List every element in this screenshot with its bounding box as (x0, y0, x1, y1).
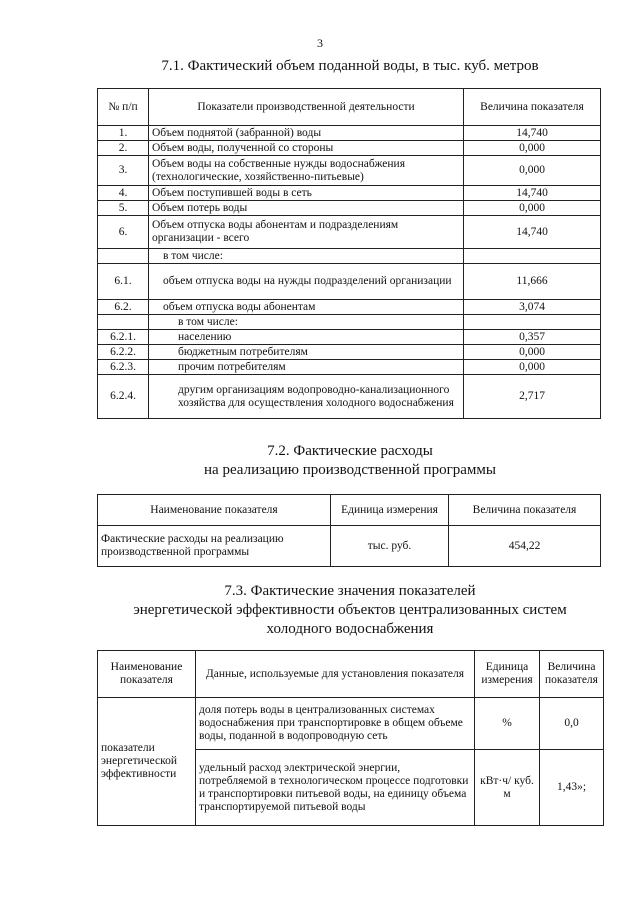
row-number: 6.2.1. (98, 330, 149, 345)
program-expenses-table (97, 494, 601, 567)
row-label: Объем отпуска воды абонентам и подразделениям организации - всего (149, 216, 464, 249)
table-row (98, 156, 601, 186)
row-number: 6.1. (98, 264, 149, 300)
row-label: Объем воды, полученной со стороны (149, 141, 464, 156)
row-value: 3,074 (464, 300, 601, 315)
table-header-row (98, 651, 604, 698)
table-row (98, 330, 601, 345)
row-unit: % (475, 698, 540, 750)
table-row (98, 526, 601, 567)
column-header: Величина показателя (449, 495, 601, 526)
row-number (98, 249, 149, 264)
row-value: 14,740 (464, 126, 601, 141)
row-number: 2. (98, 141, 149, 156)
column-header: Величина показателя (540, 651, 604, 698)
table-row (98, 345, 601, 360)
row-value (464, 315, 601, 330)
row-value: 0,357 (464, 330, 601, 345)
page-number: 3 (317, 36, 323, 50)
column-header: Наименование показателя (98, 651, 196, 698)
table-row (98, 141, 601, 156)
section-7-3-title (0, 582, 640, 639)
table-row (98, 375, 601, 419)
row-value: 454,22 (449, 526, 601, 567)
row-data-description: доля потерь воды в централизованных системах водоснабжения при транспортировке в общем объеме воды, поданной в водопроводную сеть (196, 698, 475, 750)
row-value: 0,0 (540, 698, 604, 750)
column-header: Единица измерения (331, 495, 449, 526)
row-value: 0,000 (464, 345, 601, 360)
row-value: 11,666 (464, 264, 601, 300)
row-number: 6.2.4. (98, 375, 149, 419)
row-number: 1. (98, 126, 149, 141)
row-unit: кВт·ч/ куб. м (475, 750, 540, 826)
section-7-2-title (0, 442, 640, 480)
row-number: 4. (98, 186, 149, 201)
column-header: Величина показателя (464, 89, 601, 126)
table-row (98, 216, 601, 249)
row-number (98, 315, 149, 330)
row-label: Фактические расходы на реализацию производственной программы (98, 526, 331, 567)
row-label: Объем потерь воды (149, 201, 464, 216)
table-row (98, 201, 601, 216)
table-row (98, 264, 601, 300)
row-value: 0,000 (464, 360, 601, 375)
row-value: 0,000 (464, 201, 601, 216)
row-value (464, 249, 601, 264)
section-7-2-title-line: на реализацию производственной программы (204, 462, 496, 478)
row-label: Объем поднятой (забранной) воды (149, 126, 464, 141)
section-7-3-title-line: 7.3. Фактические значения показателей (224, 583, 476, 599)
row-number: 6.2. (98, 300, 149, 315)
row-unit: тыс. руб. (331, 526, 449, 567)
table-header-row (98, 89, 601, 126)
row-label: в том числе: (149, 315, 464, 330)
row-number: 5. (98, 201, 149, 216)
table-row (98, 126, 601, 141)
row-label: объем отпуска воды на нужды подразделений организации (149, 264, 464, 300)
row-label: в том числе: (149, 249, 464, 264)
table-row (98, 186, 601, 201)
column-header: Наименование показателя (98, 495, 331, 526)
row-value: 1,43»; (540, 750, 604, 826)
column-header: Единица измерения (475, 651, 540, 698)
column-header: № п/п (98, 89, 149, 126)
row-value: 14,740 (464, 216, 601, 249)
row-number: 6.2.3. (98, 360, 149, 375)
row-value: 2,717 (464, 375, 601, 419)
row-label: объем отпуска воды абонентам (149, 300, 464, 315)
row-number: 3. (98, 156, 149, 186)
row-number: 6.2.2. (98, 345, 149, 360)
row-label: Объем поступившей воды в сеть (149, 186, 464, 201)
table-row (98, 698, 604, 750)
column-header: Данные, используемые для установления показателя (196, 651, 475, 698)
row-label: Объем воды на собственные нужды водоснабжения (технологические, хозяйственно-питьевые) (149, 156, 464, 186)
section-7-2-title-line: 7.2. Фактические расходы (267, 443, 433, 459)
table-row (98, 300, 601, 315)
row-value: 0,000 (464, 156, 601, 186)
table-header-row (98, 495, 601, 526)
section-7-3-title-line: энергетической эффективности объектов централизованных систем (133, 602, 567, 618)
row-value: 0,000 (464, 141, 601, 156)
table-row (98, 249, 601, 264)
row-number: 6. (98, 216, 149, 249)
row-value: 14,740 (464, 186, 601, 201)
section-7-3-title-line: холодного водоснабжения (266, 621, 434, 637)
row-data-description: удельный расход электрической энергии, потребляемой в технологическом процессе подготовки и транспортировки питьевой воды, на единицу объема транспортируемой питьевой воды (196, 750, 475, 826)
row-label: прочим потребителям (149, 360, 464, 375)
table-row (98, 315, 601, 330)
energy-efficiency-table (97, 650, 604, 826)
section-7-1-title: 7.1. Фактический объем поданной воды, в тыс. куб. метров (161, 58, 539, 74)
row-label: бюджетным потребителям (149, 345, 464, 360)
water-volume-table (97, 88, 601, 419)
row-label: населению (149, 330, 464, 345)
indicator-group-label: показатели энергетической эффективности (98, 698, 196, 826)
column-header: Показатели производственной деятельности (149, 89, 464, 126)
row-label: другим организациям водопроводно-канализационного хозяйства для осуществления холодного водоснабжения (149, 375, 464, 419)
table-row (98, 360, 601, 375)
